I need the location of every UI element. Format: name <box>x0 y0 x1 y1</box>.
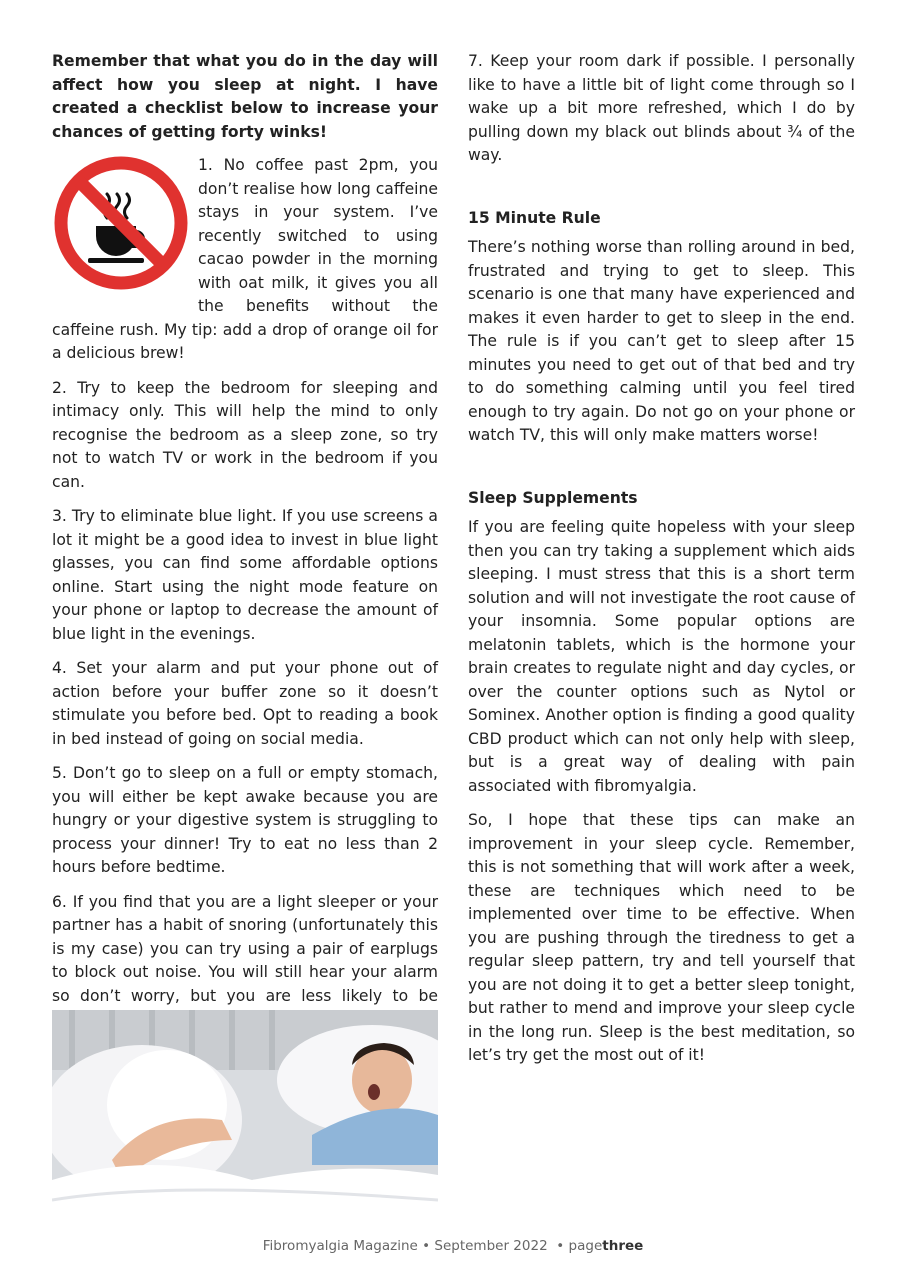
right-column <box>468 50 855 1079</box>
item-1: 1. No coffee past 2pm, you don’t realise how long caffeine stays in your system. I’ve recently switched to using cacao powder in the morning with oat milk, it gives you all the benefits without the caffeine rush. My tip: add a drop of orange oil for a delicious brew! <box>52 156 438 362</box>
footer-bullet: • <box>551 1238 565 1254</box>
rule-paragraph: There’s nothing worse than rolling around in bed, frustrated and trying to get to sleep. This scenario is one that many have experienced and makes it even harder to get to sleep in the end. The rule is if you can’t get to sleep after 15 minutes you need to get out of that bed and try to do something calming until you feel tired enough to try again. Do not go on your phone or watch TV, this will only make matters worse! <box>468 238 855 444</box>
item-3: 3. Try to eliminate blue light. If you use screens a lot it might be a good idea to invest in blue light glasses, you can find some affordable options online. Start using the night mode feature on your phone or laptop to decrease the amount of blue light in the evenings. <box>52 507 438 643</box>
closing-paragraph: So, I hope that these tips can make an improvement in your sleep cycle. Remember, this is not something that will work after a week, these are techniques which need to be implemented over time to be effective. When you are pushing through the tiredness to get a regular sleep pattern, try and tell yourself that you are not doing it to get a better sleep tonight, but rather to mend and improve your sleep cycle in the long run. Sleep is the best meditation, so let’s try get the most out of it! <box>468 811 855 1064</box>
left-column <box>52 50 438 1043</box>
footer-date: September 2022 <box>434 1238 548 1254</box>
snoring-couple-photo <box>52 1010 438 1228</box>
item-no-coffee <box>52 154 438 377</box>
page-footer <box>0 1238 906 1254</box>
no-coffee-icon <box>52 154 190 292</box>
section-heading-sleep-supplements: Sleep Supplements <box>468 488 638 507</box>
footer-page: pagethree <box>568 1238 644 1254</box>
item-4: 4. Set your alarm and put your phone out of action before your buffer zone so it doesn’t stimulate you before bed. Opt to reading a book in bed instead of going on social media. <box>52 659 438 748</box>
section-heading-15-minute-rule: 15 Minute Rule <box>468 208 601 227</box>
footer-magazine: Fibromyalgia Magazine <box>262 1238 418 1254</box>
item-2: 2. Try to keep the bedroom for sleeping and intimacy only. This will help the mind to only recognise the bedroom as a sleep zone, so try not to watch TV or work in the bedroom if you can. <box>52 378 438 491</box>
intro-paragraph: Remember that what you do in the day will affect how you sleep at night. I have created a checklist below to increase your chances of getting forty winks! <box>52 52 438 141</box>
item-7: 7. Keep your room dark if possible. I personally like to have a little bit of light come through so I wake up a bit more refreshed, which I do by pulling down my black out blinds about ¾ of the way. <box>468 52 855 164</box>
supplements-paragraph: If you are feeling quite hopeless with your sleep then you can try taking a supplement which aids sleeping. I must stress that this is a short term solution and will not investigate the root cause of your insomnia. Some popular options are melatonin tablets, which is the hormone your brain creates to regulate night and day cycles, or over the counter options such as Nytol or Sominex. Another option is finding a good quality CBD product which can not only help with sleep, but is a great way of dealing with pain associated with fibromyalgia. <box>468 518 855 795</box>
item-5: 5. Don’t go to sleep on a full or empty stomach, you will either be kept awake because you are hungry or your digestive system is struggling to process your dinner! Try to eat no less than 2 hours before bedtime. <box>52 764 438 876</box>
item-6: 6. If you find that you are a light sleeper or your partner has a habit of snoring (unfortunately this is my case) you can try using a pair of earplugs to block out noise. You will still hear your alarm so don’t worry, but you are less likely to be <box>52 892 438 1005</box>
footer-bullet: • <box>422 1238 431 1254</box>
